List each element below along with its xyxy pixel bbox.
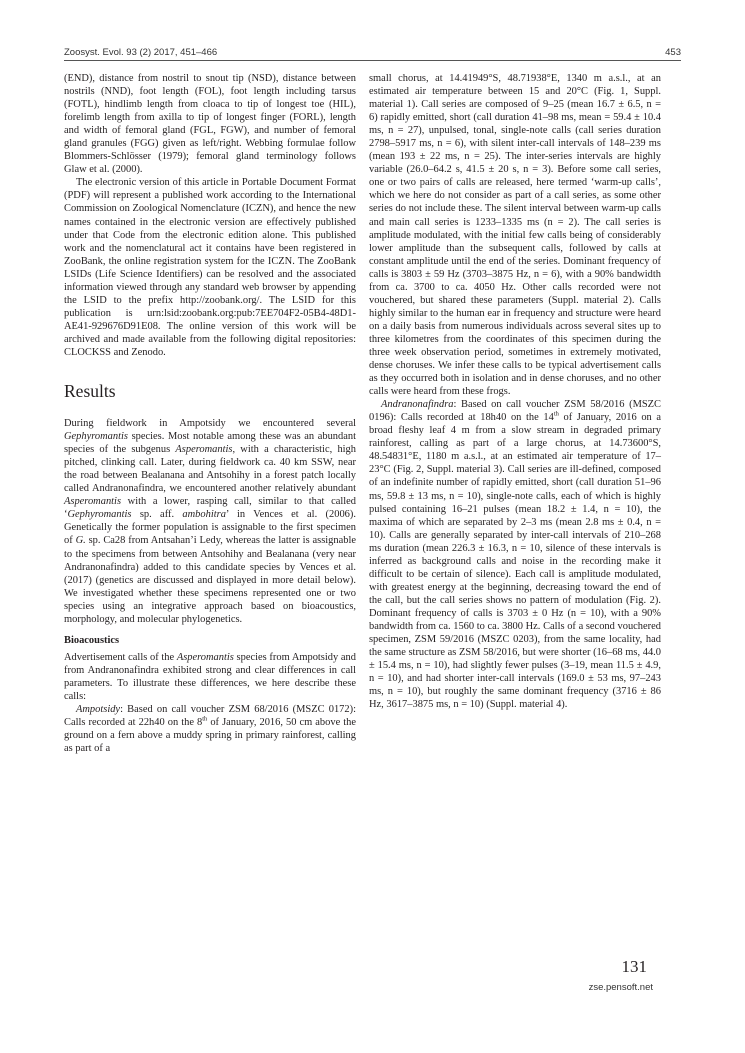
bioacoustics-intro-paragraph: Advertisement calls of the Asperomantis species from Ampotsidy and from Andranonafindra exhibited strong and clear differences in call parameters. To illustrate these differences, we here describe these calls: <box>64 651 356 702</box>
andranonafindra-paragraph: Andranonafindra: Based on call voucher ZSM 58/2016 (MSZC 0196): Calls recorded at 18h40 on the 14th of January, 2016 on a broad fleshy leaf 4 m from a slow stream in degraded primary rainforest, calling as part of a large chorus, at 14.73600°S, 48.54831°E, 1180 m a.s.l., at an estimated air temperature of 17–23°C (Fig. 2, Suppl. material 3). Call series are ill-defined, composed of an indefinite number of rapidly emitted, short (call duration 51–96 ms, 59.8 ± 13 ms, n = 10), single-note calls, each of which is highly pulsed containing 16–21 pulses (mean 18.2 ± 1.4, n = 10), the maxima of which are separated by 2–3 ms (mean 2.8 ms ± 0.4, n = 10). Calls are generally separated by inter-call intervals of 210–268 ms duration (mean 226.3 ± 16.3, n = 10, silence of these intervals is inferred as background calls and noise in the recording make it difficult to be certain of silence). Each call is amplitude modulated, with greatest energy at the beginning, decreasing toward the end of the call, but the call series shows no pattern of modulation (Fig. 2). Dominant frequency of calls is 3703 ± 0 Hz (n = 10), with a 90% bandwidth from ca. 1560 to ca. 3800 Hz. Calls of a second vouchered specimen, ZSM 59/2016 (MSZC 0203), from the same locality, had the same structure as ZSM 58/2016, but were shorter (16–68 ms, 44.0 ± 15.4 ms, n = 10), had slightly fewer pulses (3–19, mean 11.5 ± 4.9, n = 10), and had shorter inter-call intervals (169.0 ± 53 ms, 97–243 ms, n = 10), but roughly the same dominant frequency (3716 ± 86 Hz, 3617–3875 ms, n = 10) (Suppl. material 4). <box>369 399 662 711</box>
right-column <box>369 72 661 711</box>
zoobank-paragraph: The electronic version of this article in Portable Document Format (PDF) will represent a published work according to the International Commission on Zoological Nomenclature (ICZN), and hence the new names contained in the electronic version are effectively published under that Code from the electronic edition alone. This published work and the nomenclatural act it contains have been registered in ZooBank, the online registration system for the ICZN. The ZooBank LSIDs (Life Science Identifiers) can be resolved and the associated information viewed through any standard web browser by appending the LSID to the prefix http://zoobank.org/. The LSID for this publication is urn:lsid:zoobank.org:pub:7EE704F2-05B4-48D1-AE41-929676D91E08. The online version of this work will be archived and made available from the following digital repositories: CLOCKSS and Zenodo. <box>64 177 356 358</box>
results-paragraph: During fieldwork in Ampotsidy we encountered several Gephyromantis species. Most notable among these was an abundant species of the subgenus Asperomantis, with a characteristic, high pitched, clinking call. Later, during fieldwork ca. 40 km SSW, near the road between Bealanana and Antsohihy in a forest patch locally called Andranonafindra, we encountered another relatively abundant Asperomantis with a lower, rasping call, similar to that called ‘Gephyromantis sp. aff. ambohitra’ in Vences et al. (2006). Genetically the former population is assignable to the first specimen of G. sp. Ca28 from Antsahan’i Ledy, whereas the latter is assignable to the specimens from between Antsohihy and Bealanana (very near Andranonafindra) added to this candidate species by Vences et al. (2017) (genetics are discussed and displayed in more detail below). We investigated whether these specimens represented one or two species using an integrative approach based on bioacoustics, morphology, and molecular phylogenetics. <box>64 418 356 625</box>
header-page-number: 453 <box>665 47 681 58</box>
ampotsidy-paragraph: Ampotsidy: Based on call voucher ZSM 68/2016 (MSZC 0172): Calls recorded at 22h40 on the 8th of January, 2016, 50 cm above the ground on a fern above a muddy spring in primary rainforest, calling as part of a <box>64 704 356 755</box>
ampotsidy-label: Ampotsidy <box>76 704 121 716</box>
journal-citation: Zoosyst. Evol. 93 (2) 2017, 451–466 <box>64 47 218 58</box>
left-column <box>64 72 356 755</box>
running-head <box>64 44 681 61</box>
andranonafindra-label: Andranonafindra <box>381 399 454 411</box>
footer-url: zse.pensoft.net <box>588 982 653 993</box>
results-heading: Results <box>64 381 116 402</box>
bioacoustics-heading: Bioacoustics <box>64 634 120 646</box>
ampotsidy-continued-paragraph: small chorus, at 14.41949°S, 48.71938°E, 1340 m a.s.l., at an estimated air temperature between 15 and 20°C (Fig. 1, Suppl. material 1). Call series are composed of 9–25 (mean 16.7 ± 6.5, n = 6) rapidly emitted, short (call duration 41–98 ms, mean = 59.4 ± 10.4 ms, n = 27), unpulsed, tonal, single-note calls (call series duration 2798–5917 ms, n = 6), with silent inter-call intervals of 148–239 ms (mean 193 ± 22 ms, n = 25). The inter-series intervals are highly variable (26.0–64.2 s, 41.5 ± 20 s, n = 3). Before some call series, one or two pairs of calls are released, here termed ‘warm-up calls’, which we here do not consider as part of a call series, as some other series do not include these. The silent interval between warm-up calls and main call series is 1233–1335 ms (n = 2). The call series is amplitude modulated, with the initial few calls being of considerably lower amplitude than the subsequent calls, followed by calls at constant amplitude until the end of the series. Dominant frequency of calls is 3803 ± 59 Hz (3703–3875 Hz, n = 6), with a 90% bandwidth from ca. 3700 to ca. 4050 Hz. Other calls recorded were not vouchered, but shared these parameters (Suppl. material 2). Calls highly similar to the human ear in frequency and structure were heard on a daily basis from numerous individuals across several sites up to three kilometres from the coordinates of this specimen during the three week observation period, sometimes in extremely motivated, dense choruses. We infer these calls to be typical advertisement calls as they occurred both in isolation and in dense choruses, and no other calls were heard from these frogs. <box>369 73 661 398</box>
footer-page-number: 131 <box>621 957 647 976</box>
methods-paragraph: (END), distance from nostril to snout tip (NSD), distance between nostrils (NND), foot length (FOL), foot length including tarsus (FOTL), hindlimb length from cloaca to tip of longest toe (HIL), forelimb length from axilla to tip of longest finger (FORL), length and width of femoral gland (FGL, FGW), and number of femoral gland granules (FGG) given as left/right. Webbing formulae follow Blommers-Schlösser (1979); femoral gland terminology follows Glaw et al. (2000). <box>64 73 356 176</box>
